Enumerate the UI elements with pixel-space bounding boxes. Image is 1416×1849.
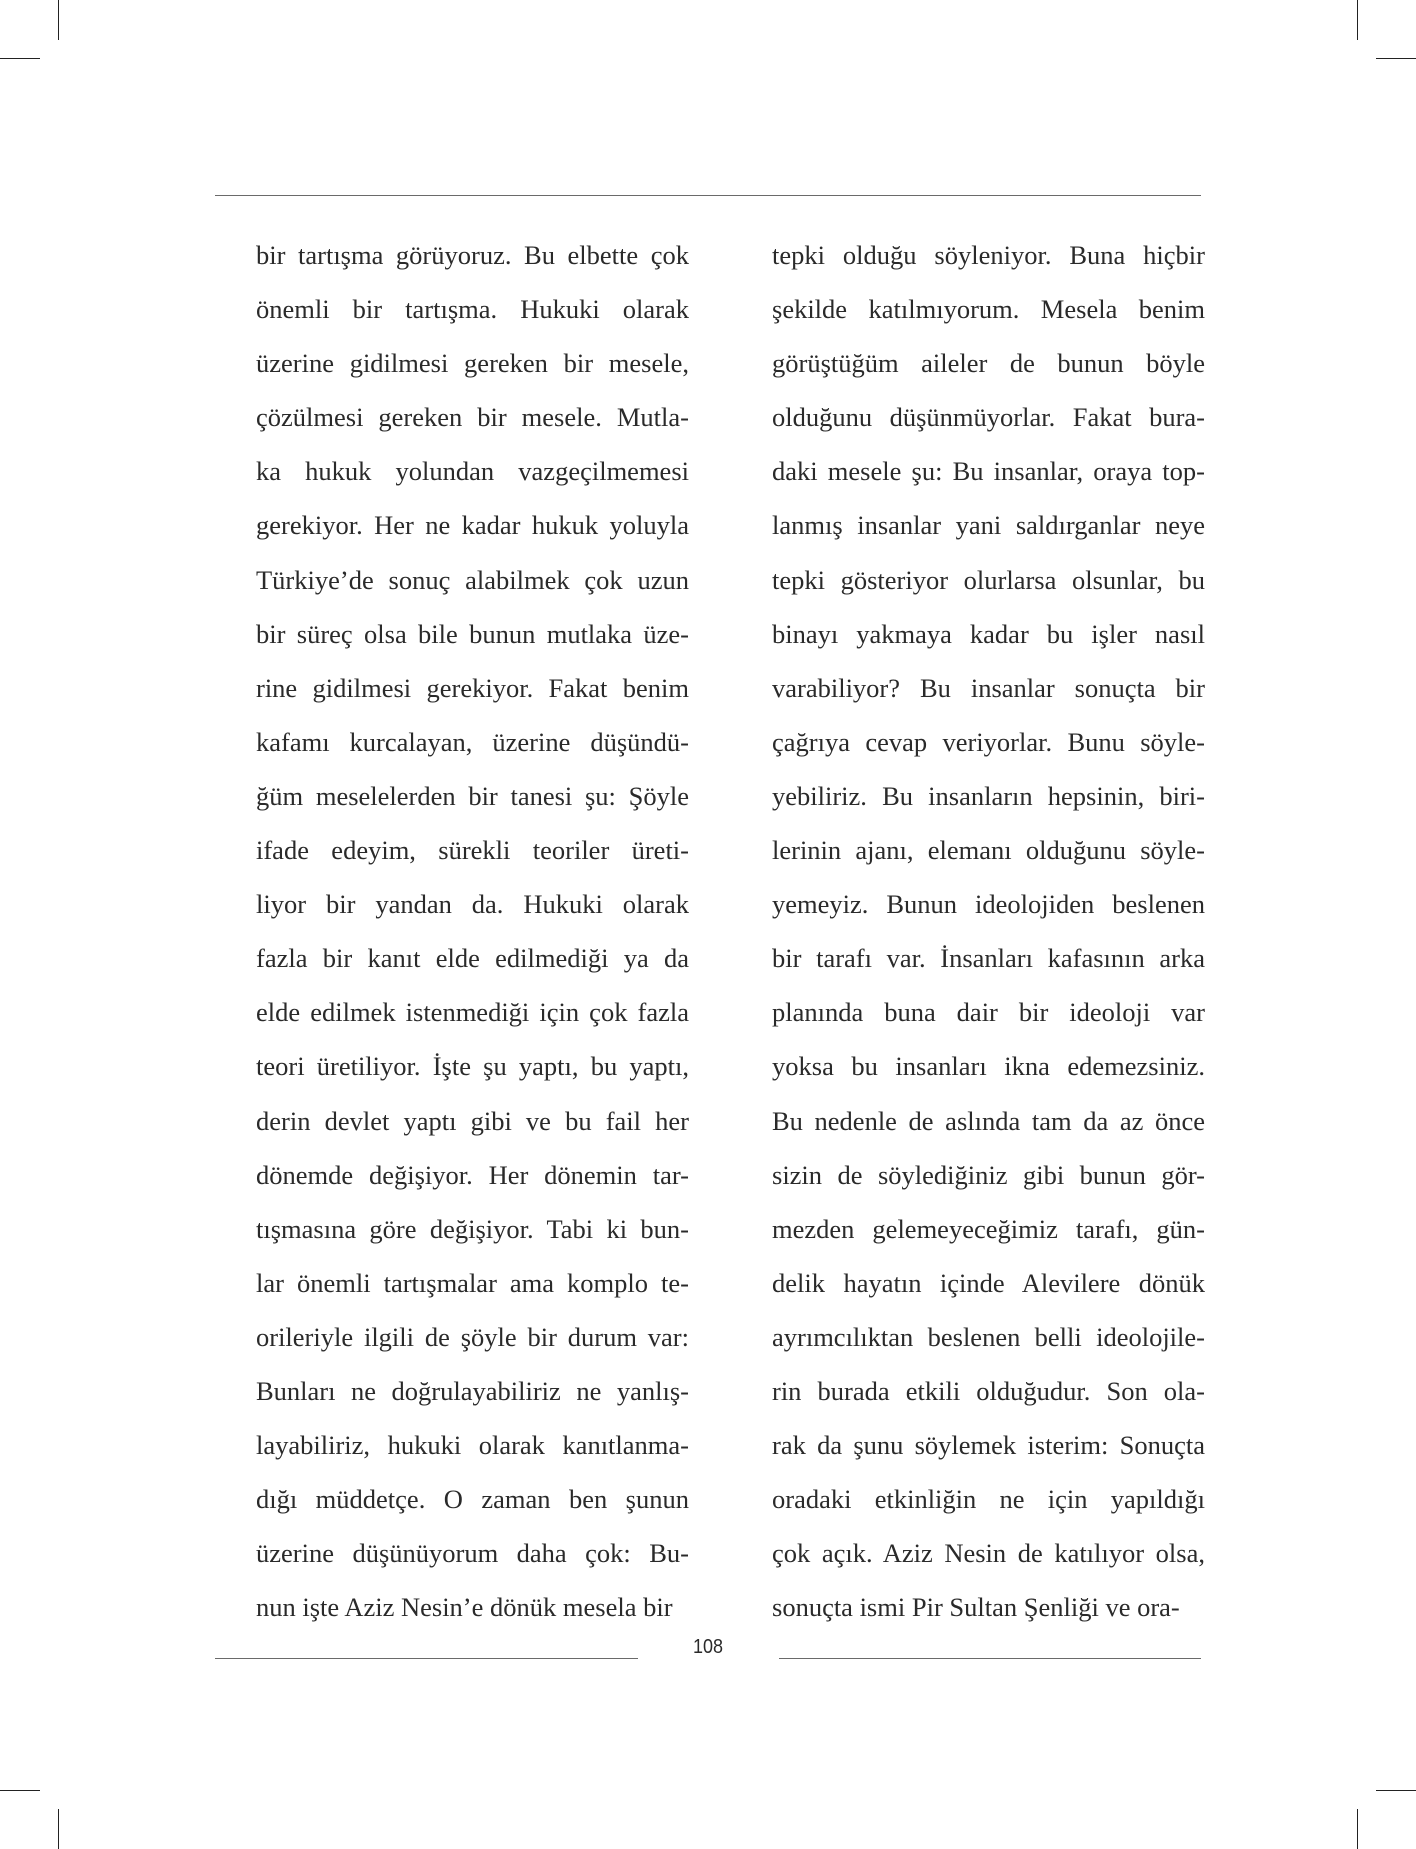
- left-column-line: teori üretiliyor. İşte şu yaptı, bu yaptı,: [256, 1051, 689, 1082]
- left-column-line: tışmasına göre değişiyor. Tabi ki bun-: [256, 1213, 689, 1244]
- crop-mark: [58, 0, 59, 40]
- left-column-line: dönemde değişiyor. Her dönemin tar-: [256, 1159, 689, 1190]
- left-column-line: layabiliriz, hukuki olarak kanıtlanma-: [256, 1430, 689, 1461]
- right-column-line: lanmış insanlar yani saldırganlar neye: [772, 510, 1205, 541]
- crop-mark: [58, 1809, 59, 1849]
- left-column-line: çözülmesi gereken bir mesele. Mutla-: [256, 402, 689, 433]
- left-column-line: ğüm meselelerden bir tanesi şu: Şöyle: [256, 780, 689, 811]
- right-column-line: binayı yakmaya kadar bu işler nasıl: [772, 618, 1205, 649]
- crop-mark: [1357, 1809, 1358, 1849]
- left-column-line: bir süreç olsa bile bunun mutlaka üze-: [256, 618, 689, 649]
- right-column-line: bir tarafı var. İnsanları kafasının arka: [772, 943, 1205, 974]
- left-column-line: ka hukuk yolundan vazgeçilmemesi: [256, 456, 689, 487]
- right-column-line: ayrımcılıktan beslenen belli ideolojile-: [772, 1321, 1205, 1352]
- left-column-line: liyor bir yandan da. Hukuki olarak: [256, 889, 689, 920]
- crop-mark: [0, 58, 40, 59]
- right-column-line: olduğunu düşünmüyorlar. Fakat bura-: [772, 402, 1205, 433]
- right-column-line: sonuçta ismi Pir Sultan Şenliği ve ora-: [772, 1592, 1180, 1623]
- left-column-line: fazla bir kanıt elde edilmediği ya da: [256, 943, 689, 974]
- right-column-line: oradaki etkinliğin ne için yapıldığı: [772, 1484, 1205, 1515]
- left-column-line: Türkiye’de sonuç alabilmek çok uzun: [256, 564, 689, 595]
- right-column-line: delik hayatın içinde Alevilere dönük: [772, 1267, 1205, 1298]
- crop-mark: [0, 1790, 40, 1791]
- right-column-line: rak da şunu söylemek isterim: Sonuçta: [772, 1430, 1205, 1461]
- left-column-line: önemli bir tartışma. Hukuki olarak: [256, 294, 689, 325]
- right-column-line: sizin de söylediğiniz gibi bunun gör-: [772, 1159, 1205, 1190]
- left-column-line: kafamı kurcalayan, üzerine düşündü-: [256, 726, 689, 757]
- header-rule: [215, 195, 1201, 196]
- left-column-line: elde edilmek istenmediği için çok fazla: [256, 997, 689, 1028]
- right-column-line: şekilde katılmıyorum. Mesela benim: [772, 294, 1205, 325]
- crop-mark: [1357, 0, 1358, 40]
- right-column-line: mezden gelemeyeceğimiz tarafı, gün-: [772, 1213, 1205, 1244]
- right-column-line: görüştüğüm aileler de bunun böyle: [772, 348, 1205, 379]
- left-column-line: lar önemli tartışmalar ama komplo te-: [256, 1267, 689, 1298]
- right-column-line: tepki olduğu söyleniyor. Buna hiçbir: [772, 240, 1205, 270]
- left-column-line: gerekiyor. Her ne kadar hukuk yoluyla: [256, 510, 689, 541]
- left-column-line: derin devlet yaptı gibi ve bu fail her: [256, 1105, 689, 1136]
- right-column-line: rin burada etkili olduğudur. Son ola-: [772, 1375, 1205, 1406]
- left-column-line: Bunları ne doğrulayabiliriz ne yanlış-: [256, 1375, 689, 1406]
- right-column-line: Bu nedenle de aslında tam da az önce: [772, 1105, 1205, 1136]
- left-column-line: rine gidilmesi gerekiyor. Fakat benim: [256, 672, 689, 703]
- right-column-line: yemeyiz. Bunun ideolojiden beslenen: [772, 889, 1205, 920]
- right-column-line: yebiliriz. Bu insanların hepsinin, biri-: [772, 780, 1205, 811]
- crop-mark: [1376, 58, 1416, 59]
- right-column-line: lerinin ajanı, elemanı olduğunu söyle-: [772, 835, 1205, 866]
- right-column-line: çok açık. Aziz Nesin de katılıyor olsa,: [772, 1538, 1205, 1569]
- crop-mark: [1376, 1790, 1416, 1791]
- left-column-line: üzerine gidilmesi gereken bir mesele,: [256, 348, 689, 379]
- right-column-line: tepki gösteriyor olurlarsa olsunlar, bu: [772, 564, 1205, 595]
- left-column-line: bir tartışma görüyoruz. Bu elbette çok: [256, 240, 689, 270]
- left-column-line: ifade edeyim, sürekli teoriler üreti-: [256, 835, 689, 866]
- footer-rule-left: [215, 1658, 638, 1659]
- left-text-column: [256, 228, 689, 1634]
- right-column-line: planında buna dair bir ideoloji var: [772, 997, 1205, 1028]
- right-column-line: çağrıya cevap veriyorlar. Bunu söyle-: [772, 726, 1205, 757]
- left-column-line: orileriyle ilgili de şöyle bir durum var:: [256, 1321, 689, 1352]
- left-column-line: dığı müddetçe. O zaman ben şunun: [256, 1484, 689, 1515]
- right-column-line: varabiliyor? Bu insanlar sonuçta bir: [772, 672, 1205, 703]
- right-column-line: yoksa bu insanları ikna edemezsiniz.: [772, 1051, 1205, 1082]
- footer-rule-right: [779, 1658, 1201, 1659]
- right-text-column: [772, 228, 1205, 1634]
- page-number: 108: [692, 1636, 724, 1658]
- left-column-line: üzerine düşünüyorum daha çok: Bu-: [256, 1538, 689, 1569]
- left-column-line: nun işte Aziz Nesin’e dönük mesela bir: [256, 1592, 673, 1623]
- right-column-line: daki mesele şu: Bu insanlar, oraya top-: [772, 456, 1205, 487]
